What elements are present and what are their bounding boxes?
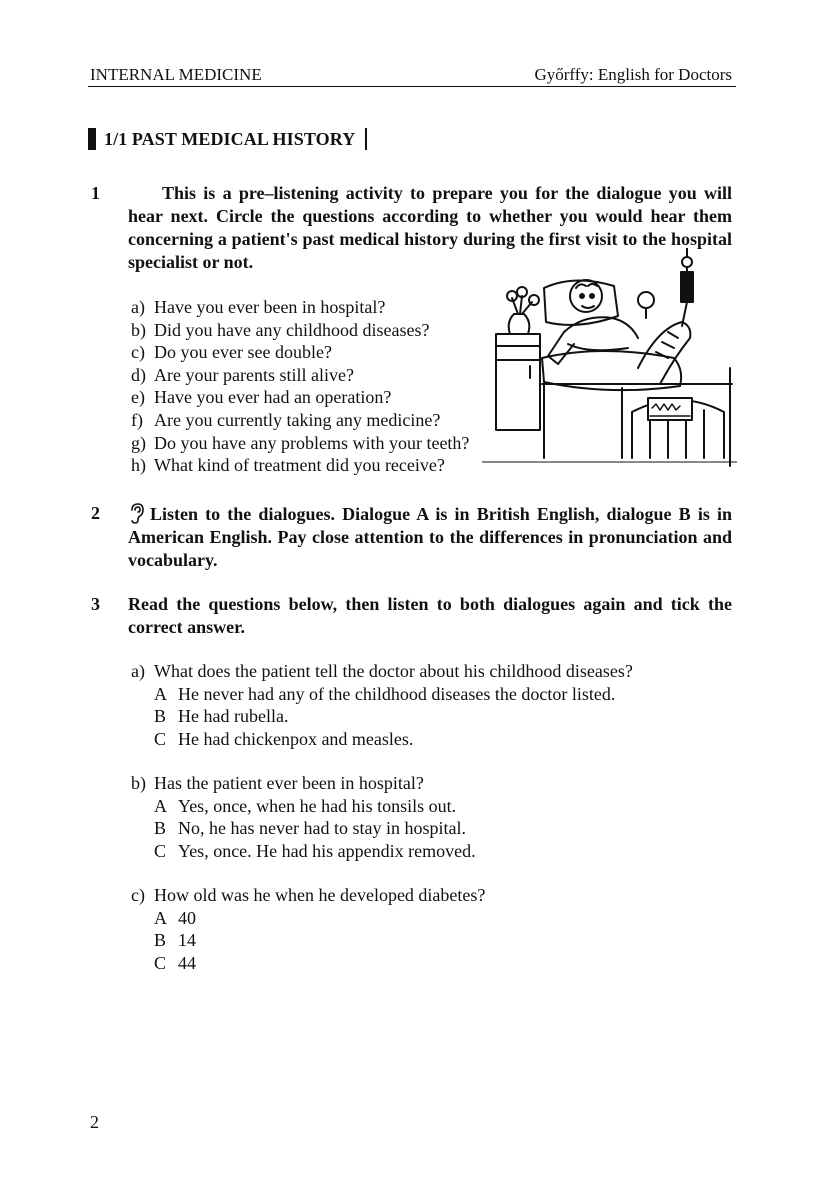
item-letter: g) xyxy=(131,432,146,453)
option-text: He never had any of the childhood diseases the doctor listed. xyxy=(178,683,616,704)
page-header xyxy=(88,64,736,87)
answer-option xyxy=(131,683,731,706)
option-letter: A xyxy=(154,683,167,704)
item-text: Do you have any problems with your teeth? xyxy=(154,432,470,453)
answer-option xyxy=(131,907,731,930)
item-letter: h) xyxy=(131,455,146,476)
section-title-bar xyxy=(88,128,96,150)
option-text: 14 xyxy=(178,930,196,951)
question-text: What does the patient tell the doctor about his childhood diseases? xyxy=(154,661,633,681)
option-letter: B xyxy=(154,818,167,839)
exercise-3-instruction: Read the questions below, then listen to both dialogues again and tick the correct answer. xyxy=(128,594,732,637)
answer-option xyxy=(131,817,731,840)
option-text: Yes, once. He had his appendix removed. xyxy=(178,840,476,861)
exercise-1-number: 1 xyxy=(91,183,100,203)
question-c xyxy=(131,884,731,974)
patient-in-hospital-bed-illustration xyxy=(482,248,737,476)
item-text: What kind of treatment did you receive? xyxy=(154,455,445,476)
header-book-title: Győrffy: English for Doctors xyxy=(534,65,732,84)
section-title xyxy=(88,128,367,150)
item-letter: f) xyxy=(131,409,143,430)
question-text: Has the patient ever been in hospital? xyxy=(154,773,424,793)
question-a xyxy=(131,660,731,750)
option-letter: B xyxy=(154,930,167,951)
answer-option xyxy=(131,795,731,818)
answer-option xyxy=(131,952,731,975)
page-number: 2 xyxy=(90,1112,99,1132)
answer-option xyxy=(131,705,731,728)
item-text: Have you ever had an operation? xyxy=(154,387,392,408)
option-text: Yes, once, when he had his tonsils out. xyxy=(178,795,457,816)
option-letter: C xyxy=(154,840,167,861)
answer-option xyxy=(131,929,731,952)
option-text: No, he has never had to stay in hospital. xyxy=(178,818,466,839)
item-letter: a) xyxy=(131,297,145,317)
item-text: Are you currently taking any medicine? xyxy=(154,409,441,430)
exercise-1-instruction: This is a pre–listening activity to prepare you for the dialogue you will hear next. Circle the questions according to whether you would hear them concerning a patient's past medical history during the first visit to the hospital specialist or not. xyxy=(128,183,732,272)
item-text: Have you ever been in hospital? xyxy=(154,297,386,317)
option-letter: A xyxy=(154,795,167,816)
item-text: Are your parents still alive? xyxy=(154,364,354,385)
question-b xyxy=(131,772,731,862)
question-letter: c) xyxy=(131,885,145,905)
option-text: He had rubella. xyxy=(178,706,289,727)
option-letter: A xyxy=(154,907,167,928)
exercise-2-instruction: Listen to the dialogues. Dialogue A is in British English, dialogue B is in American English. Pay close attention to the differences in pronunciation and vocabulary. xyxy=(128,504,732,570)
question-text: How old was he when he developed diabetes? xyxy=(154,885,486,905)
section-title-text: 1/1 PAST MEDICAL HISTORY xyxy=(104,129,356,149)
question-letter: b) xyxy=(131,773,146,793)
option-text: He had chickenpox and measles. xyxy=(178,728,414,749)
item-letter: b) xyxy=(131,319,146,340)
option-text: 40 xyxy=(178,907,196,928)
option-letter: C xyxy=(154,952,167,973)
item-text: Do you ever see double? xyxy=(154,342,332,363)
exercise-2-number: 2 xyxy=(91,503,100,523)
exercise-2-block xyxy=(128,502,732,572)
answer-option xyxy=(131,728,731,751)
option-text: 44 xyxy=(178,952,196,973)
answer-option xyxy=(131,840,731,863)
item-letter: e) xyxy=(131,387,145,408)
question-letter: a) xyxy=(131,661,145,681)
ear-icon xyxy=(128,502,144,524)
item-letter: c) xyxy=(131,342,145,363)
item-text: Did you have any childhood diseases? xyxy=(154,319,430,340)
exercise-3-number: 3 xyxy=(91,594,100,614)
option-letter: B xyxy=(154,706,167,727)
header-chapter: INTERNAL MEDICINE xyxy=(90,65,262,84)
item-letter: d) xyxy=(131,364,146,385)
option-letter: C xyxy=(154,728,167,749)
